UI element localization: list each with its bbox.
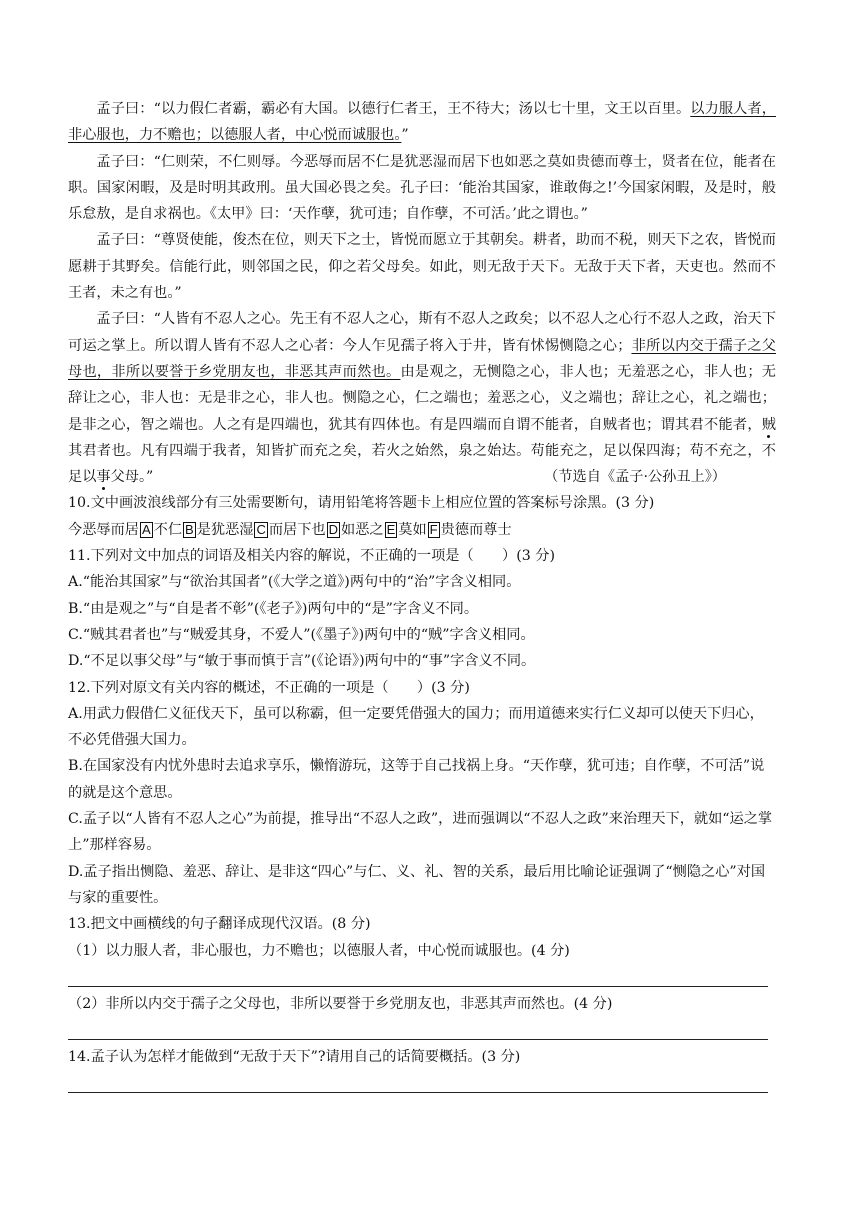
passage-paragraph-1 <box>68 96 776 149</box>
question-12-option-a: A.用武力假借仁义征伐天下，虽可以称霸，但一定要凭借强大的国力；而用道德来实行仁义却可以使天下归心，不必凭借强大国力。 <box>68 705 764 749</box>
dotted-word-shi: 事 <box>96 469 111 486</box>
answer-box-e[interactable]: E <box>386 521 396 537</box>
question-12-option-c: C.孟子以“人皆有不忍人之心”为前提，推导出“不忍人之政”，进而强调以“不忍人之政”来治理天下，就如“运之掌上”那样容易。 <box>68 811 773 854</box>
question-11-stem: 11.下列对文中加点的词语及相关内容的解说，不正确的一项是（ ）(3 分) <box>68 548 555 565</box>
answer-line-14[interactable] <box>68 1070 768 1093</box>
answer-line-13-2[interactable] <box>68 1017 768 1040</box>
answer-box-d[interactable]: D <box>328 521 338 537</box>
passage-paragraph-3: 孟子曰：“尊贤使能，俊杰在位，则天下之士，皆悦而愿立于其朝矣。耕者，助而不税，则天下之农，皆悦而愿耕于其野矣。信能行此，则邻国之民，仰之若父母矣。如此，则无敌于天下。无敌于天下者，天吏也。然而不王者，未之有也。” <box>68 232 776 302</box>
question-11-option-d: D.“不足以事父母”与“敏于事而慎于言”(《论语》)两句中的“事”字含义不同。 <box>68 653 536 670</box>
question-14-stem: 14.孟子认为怎样才能做到“无敌于天下”?请用自己的话简要概括。(3 分) <box>68 1049 521 1066</box>
question-10-segmentation: 今恶辱而居 A 不仁 B 是犹恶湿 C 而居下也 D 如恶之 E 莫如 F 贵德而尊士 <box>68 521 512 538</box>
question-11-option-c: C.“贼其君者也”与“贼爱其身，不爱人”(《墨子》)两句中的“贼”字含义相同。 <box>68 626 535 643</box>
question-12-option-d: D.孟子指出恻隐、羞恶、辞让、是非这“四心”与仁、义、礼、智的关系，最后用比喻论证强调了“恻隐之心”对国与家的重要性。 <box>68 863 766 906</box>
passage-text: 孟子曰：“人皆有不忍人之心。先王有不忍人之心，斯有不忍人之政矣；以不忍人之心行不忍人之政，治天下可运之掌上。所以谓人皆有不忍人之心者：今人乍见孺子将入于井，皆有怵惕恻隐之心； <box>68 311 776 354</box>
passage-text: 由是观之，无恻隐之心，非人也；无羞恶之心，非人也；无辞让之心，非人也：无是非之心，非人也。恻隐之心，仁之端也；羞恶之心，义之端也；辞让之心，礼之端也；是非之心，智之端也。人之有是四端也，犹其有四体也。有是四端而自谓不能者，自贼者也；谓其君不能者， <box>68 363 776 433</box>
passage-text: 孟子曰：“以力假仁者霸，霸必有大国。以德行仁者王，王不待大；汤以七十里，文王以百里。 <box>96 101 691 117</box>
passage-text: ” <box>401 127 409 144</box>
question-10-stem: 10.文中画波浪线部分有三处需要断句，请用铅笔将答题卡上相应位置的答案标号涂黑。(3 分) <box>68 495 655 512</box>
answer-box-f[interactable]: F <box>429 521 438 537</box>
question-11-option-b: B.“由是观之”与“自是者不彰”(《老子》)两句中的“是”字含义不同。 <box>68 600 479 617</box>
question-12-option-b: B.在国家没有内忧外患时去追求享乐，懒惰游玩，这等于自己找祸上身。“天作孽，犹可违；自作孽，不可活”说的就是这个意思。 <box>68 758 765 801</box>
exam-page <box>68 96 776 1097</box>
passage-paragraph-4 <box>68 306 776 490</box>
passage-source: （节选自《孟子·公孙丑上》） <box>544 469 726 486</box>
underlined-sentence-1: 以力服人者，非心服也，力不赡也；以德服人者，中心悦而诚服也。 <box>68 101 776 144</box>
underlined-sentence-2: 非所以内交于孺子之父母也，非所以要誉于乡党朋友也，非恶其声而然也。 <box>68 337 776 380</box>
question-13-sub-2: （2）非所以内交于孺子之父母也，非所以要誉于乡党朋友也，非恶其声而然也。(4 分) <box>68 995 613 1012</box>
answer-box-b[interactable]: B <box>185 521 194 537</box>
passage-text: 父母。” <box>110 469 154 486</box>
question-11-option-a: A.“能治其国家”与“欲治其国者”(《大学之道》)两句中的“治”字含义相同。 <box>68 574 521 591</box>
dotted-word-zei: 贼 <box>761 416 776 433</box>
answer-box-a[interactable]: A <box>141 521 151 537</box>
answer-line-13-1[interactable] <box>68 964 768 987</box>
passage-text: 其君者也。凡有四端于我者，知皆扩而充之矣，若火之始然，泉之始达。苟能充之，足以保四海；苟不充之，不足以 <box>68 442 776 486</box>
question-13-sub-1: （1）以力服人者，非心服也，力不赡也；以德服人者，中心悦而诚服也。(4 分) <box>68 942 570 959</box>
question-13-stem: 13.把文中画横线的句子翻译成现代汉语。(8 分) <box>68 916 371 933</box>
passage-paragraph-2: 孟子曰：“仁则荣，不仁则辱。今恶辱而居不仁是犹恶湿而居下也如恶之莫如贵德而尊士，贤者在位，能者在职。国家闲暇，及是时明其政刑。虽大国必畏之矣。孔子曰：‘能治其国家，谁敢侮之!’今国家闲暇，及是时，般乐怠敖，是自求祸也。《太甲》曰：‘天作孽，犹可违；自作孽，不可活。’此之谓也。” <box>68 153 776 223</box>
question-12-stem: 12.下列对原文有关内容的概述，不正确的一项是（ ）(3 分) <box>68 679 470 696</box>
answer-box-c[interactable]: C <box>256 521 266 537</box>
